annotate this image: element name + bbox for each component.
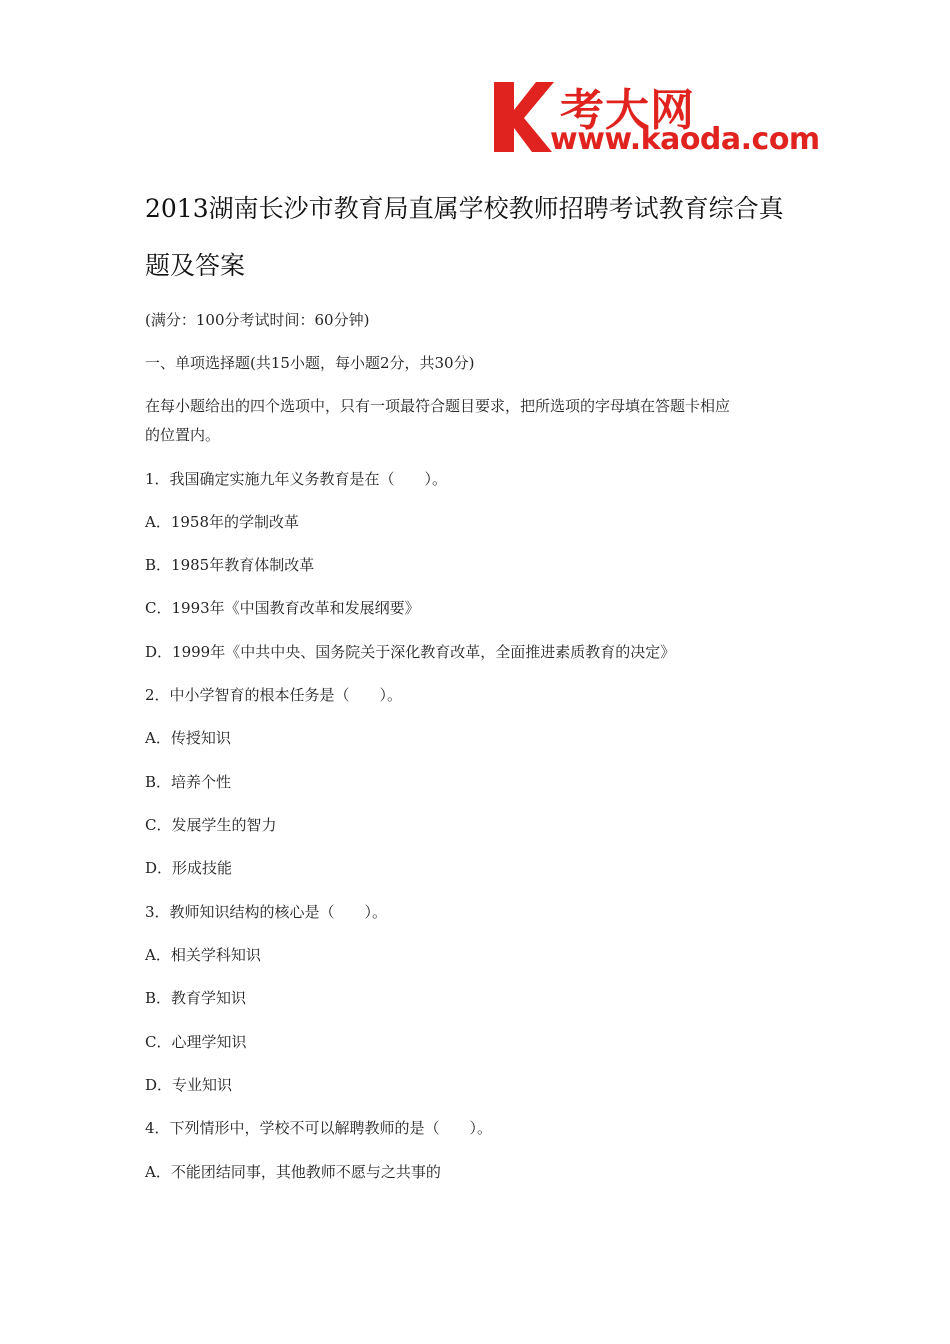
exam-meta: (满分：100分考试时间：60分钟): [145, 311, 370, 329]
answer-option: A．不能团结同事，其他教师不愿与之共事的: [145, 1163, 441, 1181]
question-stem: 3．教师知识结构的核心是（ ）。: [145, 903, 388, 921]
document-title-line-2: 题及答案: [145, 251, 246, 280]
answer-option: A．相关学科知识: [145, 946, 261, 964]
answer-option: D．专业知识: [145, 1076, 233, 1094]
question-stem: 1．我国确定实施九年义务教育是在（ ）。: [145, 470, 448, 488]
question-stem: 4．下列情形中，学校不可以解聘教师的是（ ）。: [145, 1119, 493, 1137]
answer-option: C．心理学知识: [145, 1033, 247, 1051]
document-title-line-1: 2013湖南长沙市教育局直属学校教师招聘考试教育综合真: [145, 194, 784, 223]
logo-brand-text: 考大网: [560, 85, 695, 136]
answer-option: A．传授知识: [145, 729, 231, 747]
kaoda-logo: [492, 78, 820, 160]
answer-option: B．教育学知识: [145, 989, 247, 1007]
answer-option: C．1993年《中国教育改革和发展纲要》: [145, 599, 420, 617]
question-stem: 2．中小学智育的根本任务是（ ）。: [145, 686, 403, 704]
answer-option: B．1985年教育体制改革: [145, 556, 315, 574]
section-heading: 一、单项选择题(共15小题，每小题2分，共30分): [145, 354, 475, 372]
k-logo-icon: [492, 80, 556, 154]
answer-option: D．1999年《中共中央、国务院关于深化教育改革，全面推进素质教育的决定》: [145, 643, 676, 661]
answer-option: A．1958年的学制改革: [145, 513, 300, 531]
answer-option: C．发展学生的智力: [145, 816, 277, 834]
instruction-line-2: 的位置内。: [145, 426, 221, 444]
answer-option: D．形成技能: [145, 859, 233, 877]
instruction-line-1: 在每小题给出的四个选项中，只有一项最符合题目要求，把所选项的字母填在答题卡相应: [145, 397, 731, 415]
logo-url-text: www.kaoda.com: [550, 122, 820, 157]
answer-option: B．培养个性: [145, 773, 232, 791]
